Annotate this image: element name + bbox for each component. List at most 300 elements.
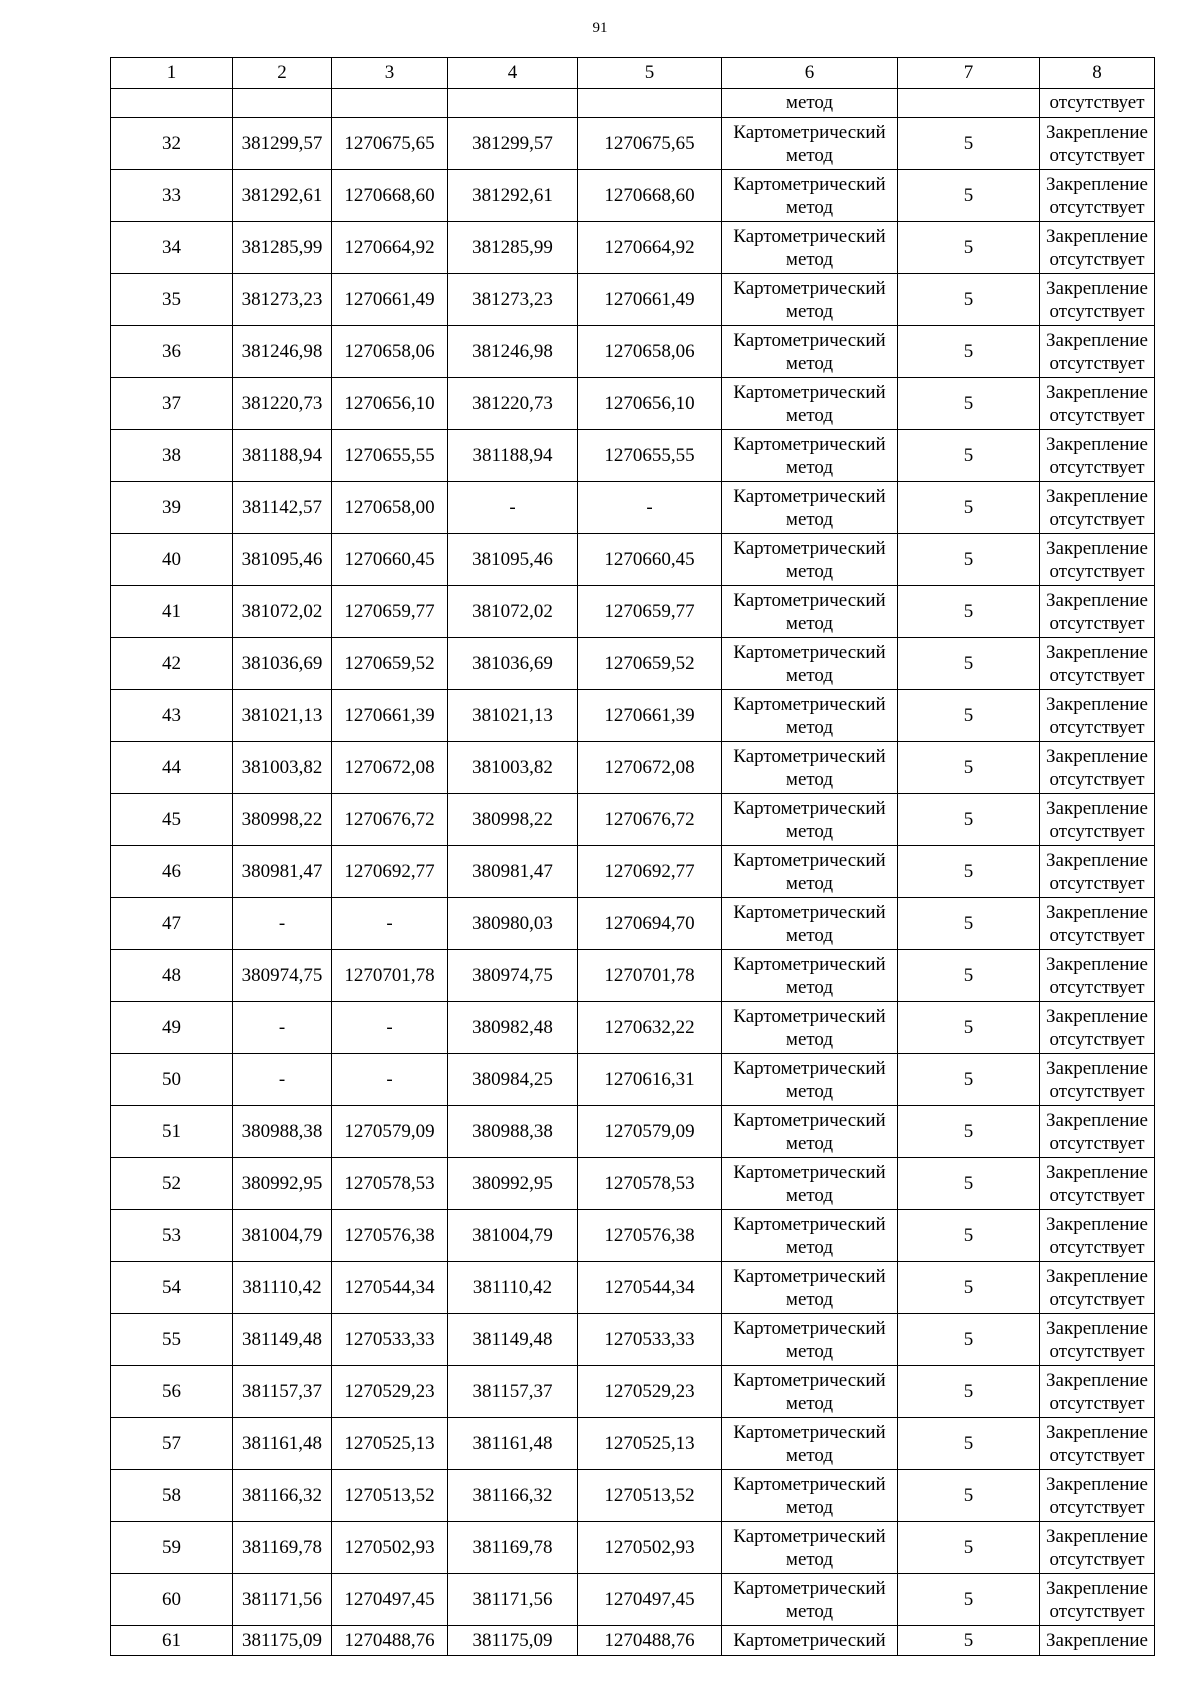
- method-line: Картометрический: [733, 277, 886, 299]
- method-cell: [722, 534, 898, 586]
- table-row: [111, 1314, 1155, 1366]
- fixing-line: отсутствует: [1049, 1548, 1145, 1570]
- x-new-cell: 381021,13: [448, 690, 578, 742]
- fixing-line: отсутствует: [1049, 1600, 1145, 1622]
- y-old-cell: 1270576,38: [332, 1210, 448, 1262]
- y-new-cell: 1270660,45: [578, 534, 722, 586]
- method-line: метод: [785, 768, 834, 790]
- fixing-cell: [1040, 1314, 1155, 1366]
- x-new-cell: 381188,94: [448, 430, 578, 482]
- fixing-line: Закрепление: [1046, 641, 1148, 663]
- table-row: [111, 898, 1155, 950]
- table-row: [111, 378, 1155, 430]
- method-line: метод: [785, 508, 834, 530]
- fixing-line: Закрепление: [1046, 745, 1148, 767]
- x-old-cell: 381142,57: [233, 482, 332, 534]
- y-new-cell: 1270488,76: [578, 1626, 722, 1656]
- fixing-line: отсутствует: [1049, 196, 1145, 218]
- accuracy-cell: 5: [898, 690, 1040, 742]
- x-old-cell: 381003,82: [233, 742, 332, 794]
- header-cell: 3: [332, 58, 448, 89]
- method-cell: [722, 170, 898, 222]
- method-line: метод: [785, 820, 834, 842]
- fixing-line: Закрепление: [1046, 433, 1148, 455]
- page-number: 91: [592, 20, 608, 36]
- fixing-line: отсутствует: [1049, 1444, 1145, 1466]
- header-cell: 8: [1040, 58, 1155, 89]
- fixing-line: отсутствует: [1049, 612, 1145, 634]
- method-line: Картометрический: [733, 121, 886, 143]
- y-old-cell: 1270659,52: [332, 638, 448, 690]
- method-line: Картометрический: [733, 589, 886, 611]
- y-old-cell: 1270529,23: [332, 1366, 448, 1418]
- fixing-cell: [1040, 1002, 1155, 1054]
- continued-row: [111, 89, 1155, 118]
- fixing-cell: [1040, 326, 1155, 378]
- y-old-cell: 1270660,45: [332, 534, 448, 586]
- y-new-cell: 1270578,53: [578, 1158, 722, 1210]
- x-new-cell: 381285,99: [448, 222, 578, 274]
- method-cell: [722, 742, 898, 794]
- method-line: Картометрический: [733, 901, 886, 923]
- y-new-cell: 1270655,55: [578, 430, 722, 482]
- x-old-cell: 381171,56: [233, 1574, 332, 1626]
- header-cell: 2: [233, 58, 332, 89]
- y-new-cell: 1270701,78: [578, 950, 722, 1002]
- y-new-cell: 1270525,13: [578, 1418, 722, 1470]
- y-old-cell: 1270655,55: [332, 430, 448, 482]
- y-old-cell: -: [332, 1002, 448, 1054]
- fixing-cell: [1040, 1418, 1155, 1470]
- method-line: метод: [785, 1132, 834, 1154]
- point-number-cell: 57: [111, 1418, 233, 1470]
- accuracy-cell: 5: [898, 534, 1040, 586]
- point-number-cell: 49: [111, 1002, 233, 1054]
- fixing-line: отсутствует: [1049, 768, 1145, 790]
- fixing-line: Закрепление: [1046, 381, 1148, 403]
- y-old-cell: 1270497,45: [332, 1574, 448, 1626]
- method-line: Картометрический: [733, 1057, 886, 1079]
- method-cell: [722, 638, 898, 690]
- method-cell: [722, 430, 898, 482]
- x-old-cell: 380988,38: [233, 1106, 332, 1158]
- point-number-cell: 54: [111, 1262, 233, 1314]
- accuracy-cell: 5: [898, 1574, 1040, 1626]
- method-line: метод: [785, 924, 834, 946]
- accuracy-cell: 5: [898, 1106, 1040, 1158]
- fixing-line: отсутствует: [1049, 456, 1145, 478]
- x-old-cell: 381157,37: [233, 1366, 332, 1418]
- y-new-cell: 1270694,70: [578, 898, 722, 950]
- x-new-cell: 380992,95: [448, 1158, 578, 1210]
- fixing-cell: [1040, 794, 1155, 846]
- method-cell: метод: [722, 89, 898, 118]
- y-new-cell: 1270692,77: [578, 846, 722, 898]
- method-cell: [722, 482, 898, 534]
- fixing-cell: [1040, 534, 1155, 586]
- x-old-cell: 381285,99: [233, 222, 332, 274]
- method-line: Картометрический: [733, 173, 886, 195]
- x-new-cell: 381095,46: [448, 534, 578, 586]
- y-old-cell: 1270675,65: [332, 118, 448, 170]
- table-row: [111, 950, 1155, 1002]
- table-row: [111, 534, 1155, 586]
- method-line: метод: [785, 1184, 834, 1206]
- x-new-cell: 381003,82: [448, 742, 578, 794]
- y-new-cell: 1270659,52: [578, 638, 722, 690]
- x-new-cell: 381157,37: [448, 1366, 578, 1418]
- fixing-cell: [1040, 950, 1155, 1002]
- fixing-line: Закрепление: [1046, 1265, 1148, 1287]
- fixing-line: отсутствует: [1049, 872, 1145, 894]
- method-line: Картометрический: [733, 485, 886, 507]
- header-row: [111, 58, 1155, 89]
- fixing-cell: [1040, 430, 1155, 482]
- y-old-cell: [332, 89, 448, 118]
- method-line: Картометрический: [733, 1577, 886, 1599]
- method-line: Картометрический: [733, 381, 886, 403]
- accuracy-cell: 5: [898, 222, 1040, 274]
- fixing-line: Закрепление: [1046, 121, 1148, 143]
- accuracy-cell: 5: [898, 274, 1040, 326]
- coordinates-table: [110, 57, 1155, 1656]
- y-new-cell: 1270675,65: [578, 118, 722, 170]
- x-old-cell: 381036,69: [233, 638, 332, 690]
- point-number-cell: 37: [111, 378, 233, 430]
- method-line: метод: [785, 560, 834, 582]
- fixing-line: отсутствует: [1049, 716, 1145, 738]
- fixing-line: Закрепление: [1046, 225, 1148, 247]
- method-cell: [722, 1418, 898, 1470]
- x-old-cell: 381246,98: [233, 326, 332, 378]
- method-line: метод: [785, 404, 834, 426]
- method-line: метод: [785, 716, 834, 738]
- fixing-line: Закрепление: [1046, 1473, 1148, 1495]
- accuracy-cell: 5: [898, 1210, 1040, 1262]
- fixing-line: Закрепление: [1046, 1213, 1148, 1235]
- table-row: [111, 430, 1155, 482]
- fixing-line: Закрепление: [1046, 1369, 1148, 1391]
- method-line: метод: [785, 976, 834, 998]
- method-line: Картометрический: [733, 537, 886, 559]
- method-cell: [722, 222, 898, 274]
- x-old-cell: 381161,48: [233, 1418, 332, 1470]
- x-new-cell: 380980,03: [448, 898, 578, 950]
- method-line: Картометрический: [733, 225, 886, 247]
- method-line: метод: [785, 1548, 834, 1570]
- table-row: [111, 1002, 1155, 1054]
- x-old-cell: 381273,23: [233, 274, 332, 326]
- fixing-line: Закрепление: [1046, 1109, 1148, 1131]
- fixing-cell: [1040, 1262, 1155, 1314]
- fixing-line: отсутствует: [1049, 820, 1145, 842]
- method-cell: [722, 690, 898, 742]
- accuracy-cell: 5: [898, 378, 1040, 430]
- method-line: метод: [785, 1236, 834, 1258]
- y-new-cell: 1270656,10: [578, 378, 722, 430]
- fixing-cell: [1040, 222, 1155, 274]
- fixing-cell: [1040, 1158, 1155, 1210]
- method-line: метод: [785, 1600, 834, 1622]
- header-cell: 5: [578, 58, 722, 89]
- y-new-cell: 1270616,31: [578, 1054, 722, 1106]
- y-old-cell: 1270533,33: [332, 1314, 448, 1366]
- table-row: [111, 586, 1155, 638]
- x-old-cell: 381072,02: [233, 586, 332, 638]
- x-old-cell: 381299,57: [233, 118, 332, 170]
- x-new-cell: 380984,25: [448, 1054, 578, 1106]
- accuracy-cell: 5: [898, 1418, 1040, 1470]
- method-cell: [722, 586, 898, 638]
- y-new-cell: 1270661,49: [578, 274, 722, 326]
- y-new-cell: 1270672,08: [578, 742, 722, 794]
- accuracy-cell: 5: [898, 1158, 1040, 1210]
- fixing-cell: [1040, 274, 1155, 326]
- x-old-cell: 381175,09: [233, 1626, 332, 1656]
- fixing-line: Закрепление: [1046, 589, 1148, 611]
- method-line: Картометрический: [733, 1525, 886, 1547]
- y-old-cell: 1270488,76: [332, 1626, 448, 1656]
- x-old-cell: -: [233, 1054, 332, 1106]
- x-old-cell: 381110,42: [233, 1262, 332, 1314]
- fixing-line: отсутствует: [1049, 248, 1145, 270]
- method-cell: [722, 1158, 898, 1210]
- table-row: [111, 170, 1155, 222]
- x-new-cell: 380988,38: [448, 1106, 578, 1158]
- accuracy-cell: 5: [898, 1314, 1040, 1366]
- y-new-cell: 1270664,92: [578, 222, 722, 274]
- fixing-line: отсутствует: [1049, 1184, 1145, 1206]
- y-old-cell: 1270658,00: [332, 482, 448, 534]
- table-row: [111, 1470, 1155, 1522]
- table-row: [111, 326, 1155, 378]
- header-cell: 6: [722, 58, 898, 89]
- method-cell: [722, 1522, 898, 1574]
- method-cell: [722, 1574, 898, 1626]
- fixing-line: Закрепление: [1046, 1317, 1148, 1339]
- method-cell: [722, 118, 898, 170]
- method-line: Картометрический: [733, 745, 886, 767]
- method-line: метод: [785, 1340, 834, 1362]
- y-old-cell: 1270661,39: [332, 690, 448, 742]
- method-line: метод: [785, 456, 834, 478]
- y-old-cell: 1270544,34: [332, 1262, 448, 1314]
- fixing-line: Закрепление: [1046, 1577, 1148, 1599]
- y-old-cell: 1270692,77: [332, 846, 448, 898]
- method-line: Картометрический: [733, 1369, 886, 1391]
- fixing-line: отсутствует: [1049, 664, 1145, 686]
- fixing-cell: [1040, 1210, 1155, 1262]
- x-new-cell: 381149,48: [448, 1314, 578, 1366]
- accuracy-cell: 5: [898, 586, 1040, 638]
- fixing-line: отсутствует: [1049, 976, 1145, 998]
- accuracy-cell: 5: [898, 482, 1040, 534]
- fixing-cell: [1040, 1054, 1155, 1106]
- table-row: [111, 118, 1155, 170]
- fixing-line: Закрепление: [1046, 797, 1148, 819]
- method-cell: [722, 1002, 898, 1054]
- x-old-cell: 381021,13: [233, 690, 332, 742]
- fixing-line: отсутствует: [1049, 144, 1145, 166]
- fixing-cell: [1040, 170, 1155, 222]
- point-number-cell: 45: [111, 794, 233, 846]
- y-new-cell: 1270668,60: [578, 170, 722, 222]
- x-old-cell: -: [233, 898, 332, 950]
- fixing-line: Закрепление: [1046, 953, 1148, 975]
- method-cell: [722, 326, 898, 378]
- point-number-cell: [111, 89, 233, 118]
- method-line: Картометрический: [733, 1317, 886, 1339]
- x-new-cell: 381004,79: [448, 1210, 578, 1262]
- fixing-line: отсутствует: [1049, 1080, 1145, 1102]
- method-cell: [722, 794, 898, 846]
- fixing-cell: [1040, 1470, 1155, 1522]
- fixing-cell: [1040, 742, 1155, 794]
- fixing-line: отсутствует: [1049, 1028, 1145, 1050]
- point-number-cell: 41: [111, 586, 233, 638]
- accuracy-cell: 5: [898, 638, 1040, 690]
- x-old-cell: 381220,73: [233, 378, 332, 430]
- table-row: [111, 1262, 1155, 1314]
- accuracy-cell: 5: [898, 1366, 1040, 1418]
- method-line: метод: [785, 352, 834, 374]
- point-number-cell: 59: [111, 1522, 233, 1574]
- method-line: Картометрический: [733, 641, 886, 663]
- method-line: Картометрический: [733, 1109, 886, 1131]
- accuracy-cell: 5: [898, 326, 1040, 378]
- y-old-cell: 1270656,10: [332, 378, 448, 430]
- x-new-cell: 380981,47: [448, 846, 578, 898]
- point-number-cell: 36: [111, 326, 233, 378]
- table-row: [111, 742, 1155, 794]
- header-cell: 4: [448, 58, 578, 89]
- method-cell: Картометрический: [722, 1626, 898, 1656]
- x-old-cell: [233, 89, 332, 118]
- y-new-cell: 1270544,34: [578, 1262, 722, 1314]
- fixing-line: Закрепление: [1046, 1057, 1148, 1079]
- method-line: Картометрический: [733, 797, 886, 819]
- y-old-cell: 1270672,08: [332, 742, 448, 794]
- x-new-cell: 380974,75: [448, 950, 578, 1002]
- x-old-cell: 380981,47: [233, 846, 332, 898]
- point-number-cell: 56: [111, 1366, 233, 1418]
- table-row: [111, 1574, 1155, 1626]
- y-old-cell: 1270579,09: [332, 1106, 448, 1158]
- fixing-line: Закрепление: [1046, 693, 1148, 715]
- y-new-cell: 1270576,38: [578, 1210, 722, 1262]
- method-cell: [722, 1054, 898, 1106]
- method-line: Картометрический: [733, 1473, 886, 1495]
- method-line: метод: [785, 1444, 834, 1466]
- fixing-line: отсутствует: [1049, 508, 1145, 530]
- point-number-cell: 50: [111, 1054, 233, 1106]
- method-line: метод: [785, 1028, 834, 1050]
- method-cell: [722, 1314, 898, 1366]
- accuracy-cell: 5: [898, 950, 1040, 1002]
- method-line: Картометрический: [733, 953, 886, 975]
- fixing-cell: [1040, 1106, 1155, 1158]
- method-line: метод: [785, 300, 834, 322]
- method-line: метод: [785, 612, 834, 634]
- accuracy-cell: 5: [898, 170, 1040, 222]
- x-old-cell: 380992,95: [233, 1158, 332, 1210]
- y-new-cell: 1270659,77: [578, 586, 722, 638]
- method-line: метод: [785, 1392, 834, 1414]
- fixing-line: отсутствует: [1049, 1496, 1145, 1518]
- table-row: [111, 1626, 1155, 1656]
- y-old-cell: 1270658,06: [332, 326, 448, 378]
- fixing-line: отсутствует: [1049, 924, 1145, 946]
- method-line: Картометрический: [733, 693, 886, 715]
- point-number-cell: 61: [111, 1626, 233, 1656]
- fixing-cell: [1040, 1522, 1155, 1574]
- header-cell: 1: [111, 58, 233, 89]
- y-new-cell: [578, 89, 722, 118]
- accuracy-cell: 5: [898, 430, 1040, 482]
- fixing-line: Закрепление: [1046, 329, 1148, 351]
- accuracy-cell: 5: [898, 1522, 1040, 1574]
- method-line: Картометрический: [733, 433, 886, 455]
- point-number-cell: 60: [111, 1574, 233, 1626]
- fixing-line: Закрепление: [1046, 901, 1148, 923]
- accuracy-cell: 5: [898, 742, 1040, 794]
- x-old-cell: 381292,61: [233, 170, 332, 222]
- point-number-cell: 42: [111, 638, 233, 690]
- table-row: [111, 1418, 1155, 1470]
- x-old-cell: 381095,46: [233, 534, 332, 586]
- fixing-cell: [1040, 846, 1155, 898]
- table-row: [111, 690, 1155, 742]
- accuracy-cell: 5: [898, 1262, 1040, 1314]
- fixing-line: Закрепление: [1046, 1421, 1148, 1443]
- method-cell: [722, 846, 898, 898]
- y-new-cell: 1270676,72: [578, 794, 722, 846]
- x-new-cell: 381220,73: [448, 378, 578, 430]
- table-row: [111, 1366, 1155, 1418]
- fixing-line: отсутствует: [1049, 1132, 1145, 1154]
- method-line: Картометрический: [733, 1005, 886, 1027]
- y-new-cell: 1270533,33: [578, 1314, 722, 1366]
- y-new-cell: 1270579,09: [578, 1106, 722, 1158]
- fixing-cell: [1040, 638, 1155, 690]
- point-number-cell: 51: [111, 1106, 233, 1158]
- y-old-cell: 1270701,78: [332, 950, 448, 1002]
- y-old-cell: -: [332, 1054, 448, 1106]
- fixing-line: Закрепление: [1046, 1525, 1148, 1547]
- y-old-cell: 1270664,92: [332, 222, 448, 274]
- method-line: метод: [785, 144, 834, 166]
- fixing-line: отсутствует: [1049, 560, 1145, 582]
- x-new-cell: -: [448, 482, 578, 534]
- point-number-cell: 43: [111, 690, 233, 742]
- fixing-line: отсутствует: [1049, 1340, 1145, 1362]
- table-row: [111, 638, 1155, 690]
- y-new-cell: -: [578, 482, 722, 534]
- x-old-cell: 381169,78: [233, 1522, 332, 1574]
- table-row: [111, 222, 1155, 274]
- fixing-line: Закрепление: [1046, 1161, 1148, 1183]
- x-new-cell: 381273,23: [448, 274, 578, 326]
- point-number-cell: 35: [111, 274, 233, 326]
- x-old-cell: -: [233, 1002, 332, 1054]
- x-new-cell: 381171,56: [448, 1574, 578, 1626]
- x-new-cell: 381036,69: [448, 638, 578, 690]
- x-new-cell: 381166,32: [448, 1470, 578, 1522]
- table-row: [111, 1522, 1155, 1574]
- table-row: [111, 1054, 1155, 1106]
- y-new-cell: 1270661,39: [578, 690, 722, 742]
- point-number-cell: 46: [111, 846, 233, 898]
